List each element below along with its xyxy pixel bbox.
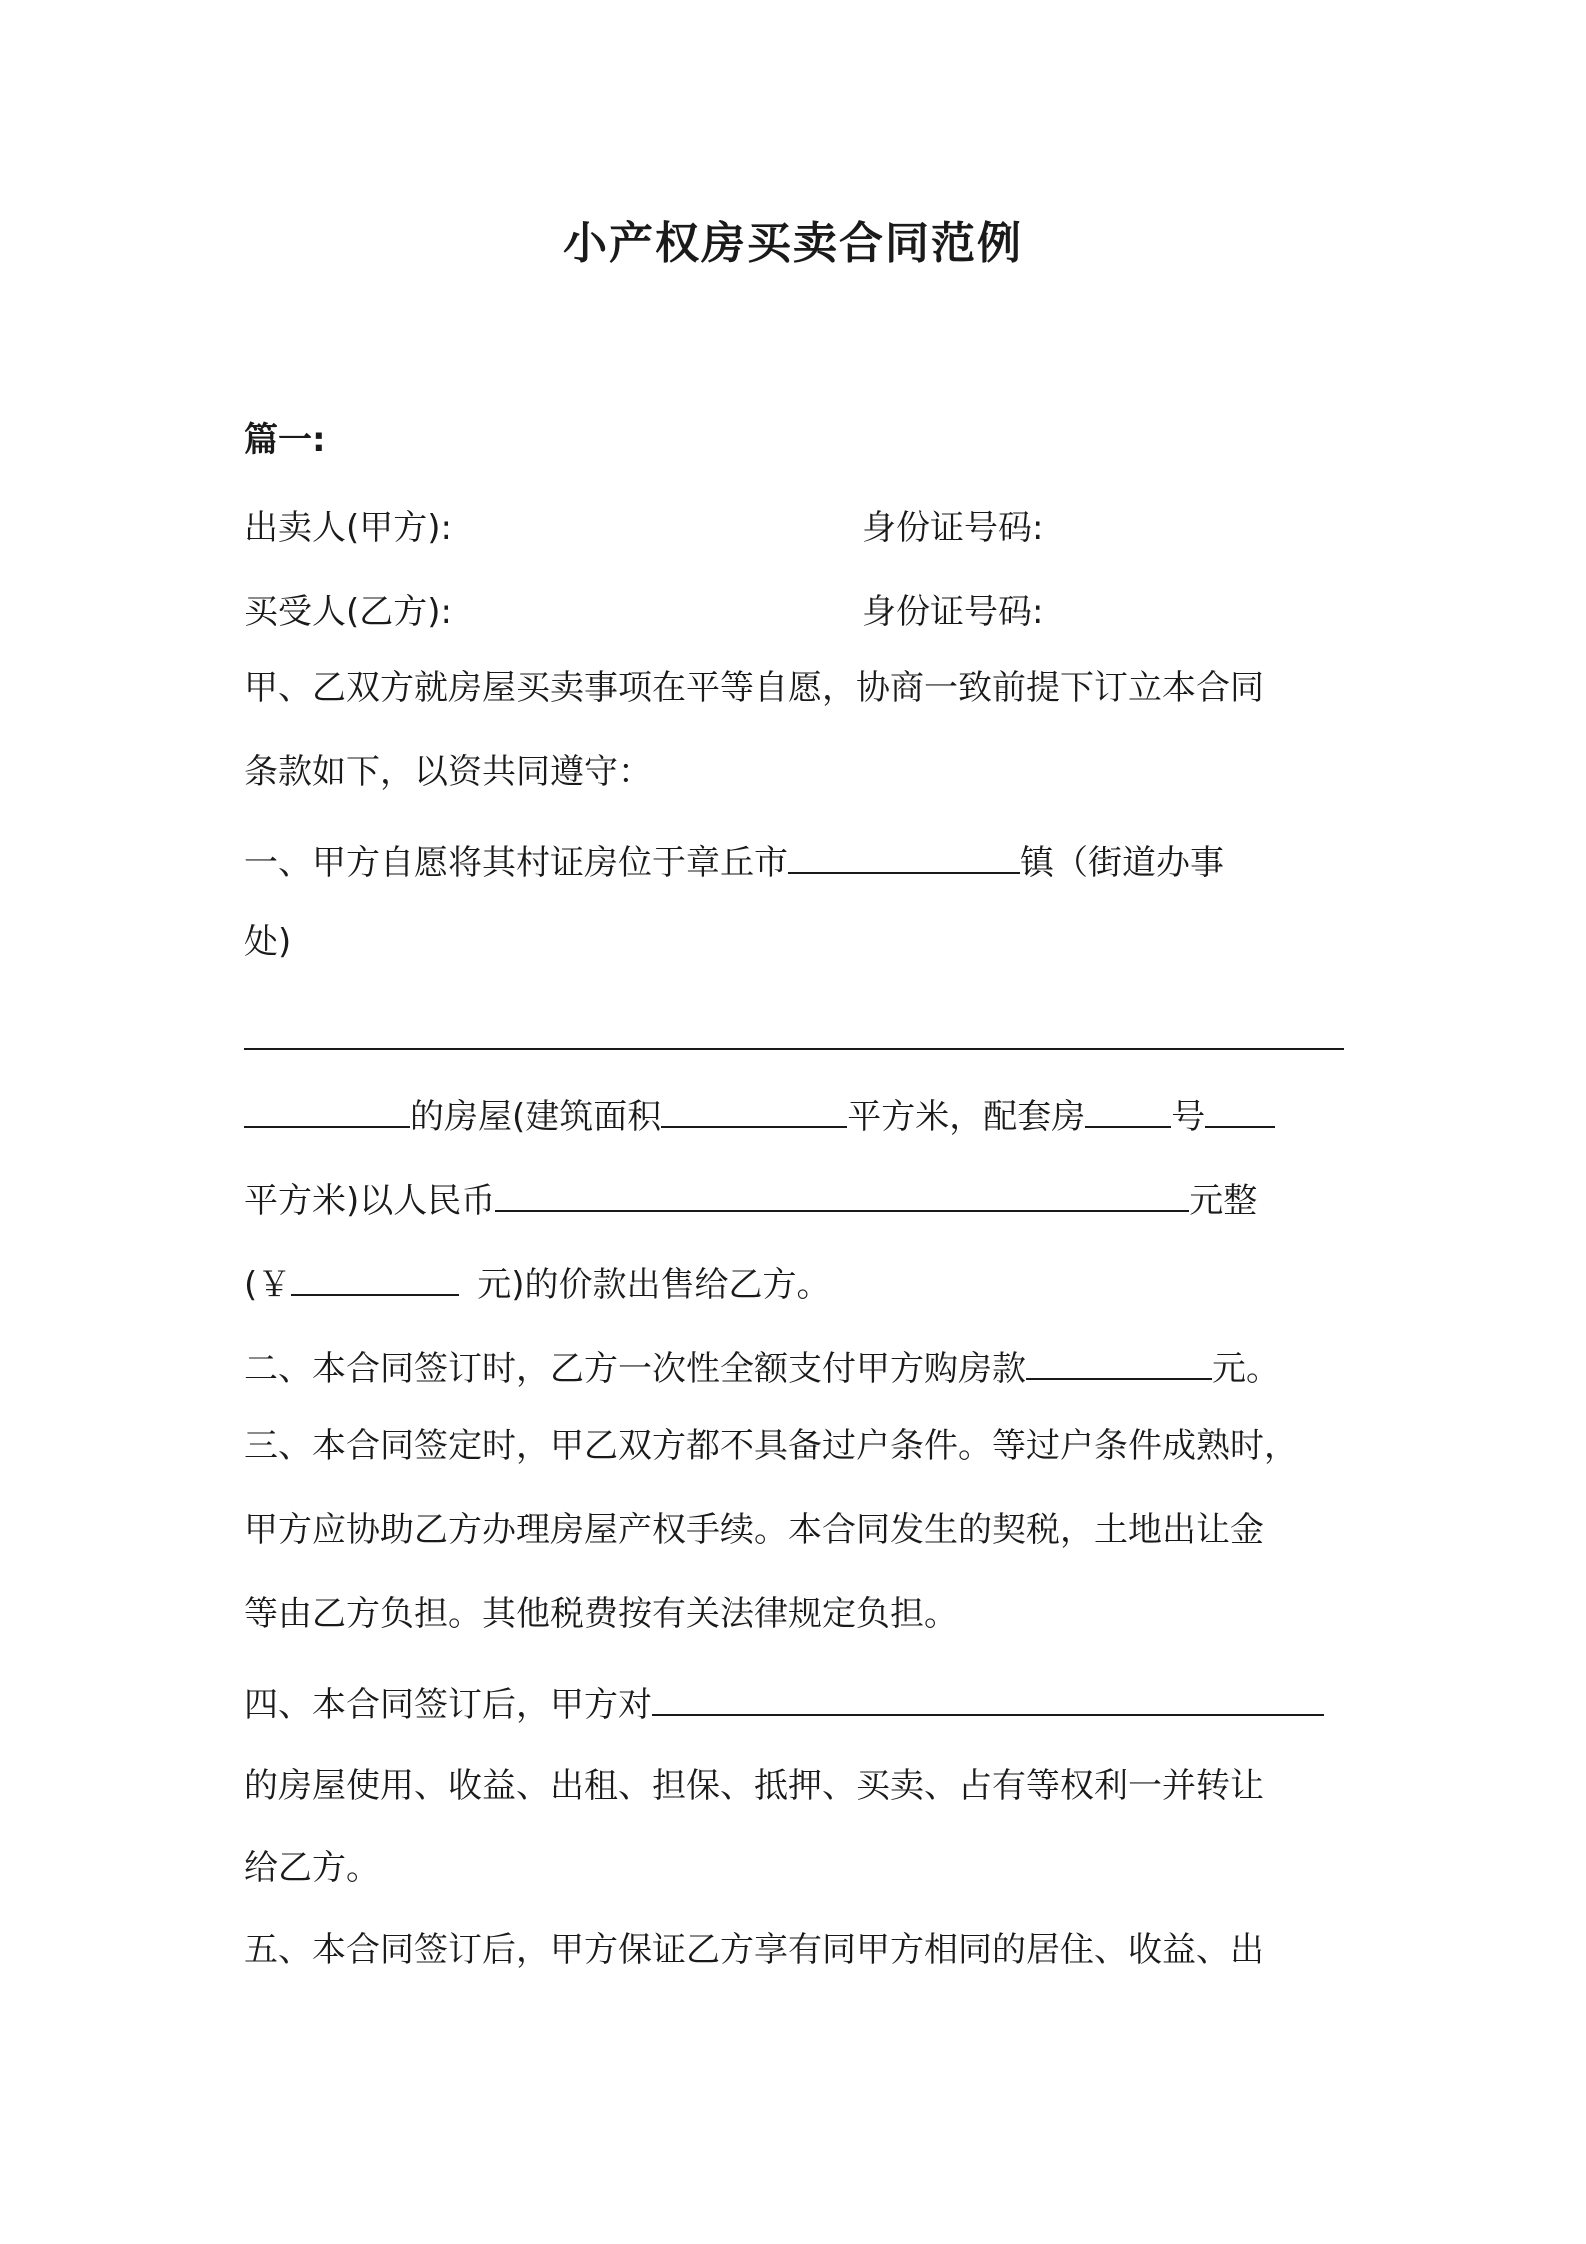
price-number-blank [291, 1258, 459, 1296]
annex-number-blank [1085, 1090, 1171, 1128]
clause-1-line-5 [244, 1174, 1257, 1225]
clause-3-line-2: 甲方应协助乙方办理房屋产权手续。本合同发生的契税，土地出让金 [244, 1510, 1264, 1550]
clause-1-line-1 [244, 836, 1224, 887]
clause-1-text-j: 元)的价款出售给乙方。 [477, 1265, 831, 1305]
annex-area-blank [1205, 1090, 1275, 1128]
clause-4-line-1 [244, 1678, 1324, 1729]
payment-blank [1026, 1342, 1212, 1380]
clause-1-text-a: 一、甲方自愿将其村证房位于章丘市 [244, 843, 788, 883]
clause-4-text-a: 四、本合同签订后，甲方对 [244, 1685, 652, 1725]
clause-2-line [244, 1342, 1280, 1393]
clause-4-line-3: 给乙方。 [244, 1848, 380, 1888]
clause-4-line-2: 的房屋使用、收益、出租、担保、抵押、买卖、占有等权利一并转让 [244, 1766, 1264, 1806]
clause-1-text-e: 平方米，配套房 [847, 1097, 1086, 1137]
clause-1-text-g: 平方米)以人民币 [244, 1181, 496, 1221]
clause-2-text-b: 元。 [1212, 1349, 1280, 1389]
page-title: 小产权房买卖合同范例 [563, 218, 1023, 269]
clause-1-text-b: 镇（街道办事 [1020, 843, 1224, 883]
clause-1-text-f: 号 [1171, 1097, 1206, 1137]
address-blank-line [244, 1048, 1344, 1050]
clause-1-text-i: (￥ [244, 1265, 292, 1305]
clause-1-line-2: 处) [244, 922, 292, 962]
clause-3-line-3: 等由乙方负担。其他税费按有关法律规定负担。 [244, 1594, 958, 1634]
clause-3-line-1: 三、本合同签定时，甲乙双方都不具备过户条件。等过户条件成熟时， [244, 1426, 1298, 1466]
property-blank [652, 1678, 1324, 1716]
area-blank [661, 1090, 847, 1128]
clause-1-text-d: 的房屋(建筑面积 [410, 1097, 662, 1137]
buyer-label: 买受人(乙方): [244, 592, 452, 632]
clause-1-text-h: 元整 [1189, 1181, 1258, 1221]
clause-1-line-6 [244, 1258, 831, 1309]
seller-label: 出卖人(甲方): [244, 508, 452, 548]
clause-1-line-4 [244, 1090, 1275, 1141]
section-label: 篇一: [244, 420, 326, 460]
clause-2-text-a: 二、本合同签订时，乙方一次性全额支付甲方购房款 [244, 1349, 1026, 1389]
buyer-id-label: 身份证号码: [862, 592, 1044, 632]
intro-line-1: 甲、乙双方就房屋买卖事项在平等自愿，协商一致前提下订立本合同 [244, 668, 1264, 708]
clause-5-line-1: 五、本合同签订后，甲方保证乙方享有同甲方相同的居住、收益、出 [244, 1930, 1264, 1970]
intro-line-2: 条款如下，以资共同遵守： [244, 752, 652, 792]
town-blank [788, 836, 1020, 874]
price-words-blank [495, 1174, 1189, 1212]
address-blank-tail [244, 1090, 410, 1128]
seller-id-label: 身份证号码: [862, 508, 1044, 548]
